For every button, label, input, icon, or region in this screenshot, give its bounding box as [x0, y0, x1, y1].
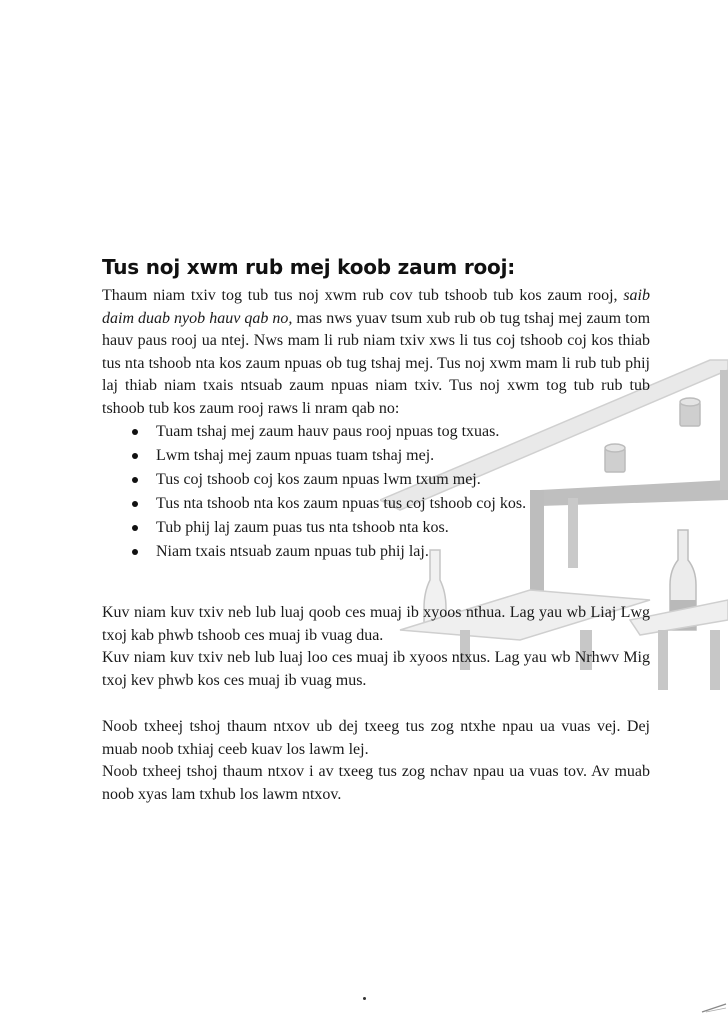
list-item-text: Lwm tshaj mej zaum npuas tuam tshaj mej.: [156, 447, 435, 464]
seating-list: [102, 420, 650, 564]
list-item-text: Tuam tshaj mej zaum hauv paus rooj npuas tog txuas.: [156, 423, 500, 440]
section-heading: Tus noj xwm rub mej koob zaum rooj:: [102, 255, 516, 279]
list-item-text: Niam txais ntsuab zaum npuas tub phij laj.: [156, 543, 429, 560]
paragraph: Noob txheej tshoj thaum ntxov ub dej txeeg tus zog ntxhe npau ua vuas vej. Dej muab noob txhiaj ceeb kuav los lawm lej.: [102, 718, 650, 758]
list-item-text: Tub phij laj zaum puas tus nta tshoob nta kos.: [156, 519, 449, 536]
list-item: [132, 516, 650, 540]
intro-paragraph: [102, 285, 650, 420]
list-item-text: Tus coj tshoob coj kos zaum npuas lwm txum mej.: [156, 471, 481, 488]
list-item: [132, 468, 650, 492]
bullet-icon: [132, 501, 138, 507]
intro-text-italic: saib daim duab nyob hauv qab no,: [102, 287, 650, 327]
intro-text-part2: mas nws yuav tsum xub rub ob tug tshaj mej zaum tom hauv paus rooj ua ntej. Nws mam li rub niam txiv xws li tus coj tshoob coj kos thiab tus nta tshoob nta kos zaum npuas ob tug tshaj mej. Tus noj xwm mam li rub tub phij laj thiab niam txais ntsuab zaum npuas niam txiv. Tus noj xwm tog tub rub tub tshoob tub kos zaum rooj raws li nram qab no:: [102, 309, 651, 417]
list-item: [132, 492, 650, 516]
paragraph-group-b: [102, 716, 650, 806]
bullet-icon: [132, 549, 138, 555]
paragraph-group-a: [102, 602, 650, 692]
list-item: [132, 540, 650, 564]
paragraph: Kuv niam kuv txiv neb lub luaj loo ces muaj ib xyoos ntxus. Lag yau wb Nrhwv Mig txoj kev phwb kos ces muaj ib vuag mus.: [102, 649, 650, 689]
paragraph: Kuv niam kuv txiv neb lub luaj qoob ces muaj ib xyoos nthua. Lag yau wb Liaj Lwg txoj kab phwb tshoob ces muaj ib vuag dua.: [102, 604, 650, 644]
paragraph: Noob txheej tshoj thaum ntxov i av txeeg tus zog nchav npau ua vuas tov. Av muab noob xyas lam txhub los lawm ntxov.: [102, 763, 650, 803]
scan-edge-mark-icon: [700, 1000, 728, 1014]
intro-text-part1: Thaum niam txiv tog tub tus noj xwm rub cov tub tshoob tub kos zaum rooj,: [102, 287, 624, 304]
bullet-icon: [132, 453, 138, 459]
bullet-icon: [132, 429, 138, 435]
bullet-icon: [132, 525, 138, 531]
list-item-text: Tus nta tshoob nta kos zaum npuas tus coj tshoob coj kos.: [156, 495, 527, 512]
main-text: [102, 255, 650, 806]
page-dot-mark: [363, 997, 366, 1000]
list-item: [132, 420, 650, 444]
bullet-icon: [132, 477, 138, 483]
list-item: [132, 444, 650, 468]
